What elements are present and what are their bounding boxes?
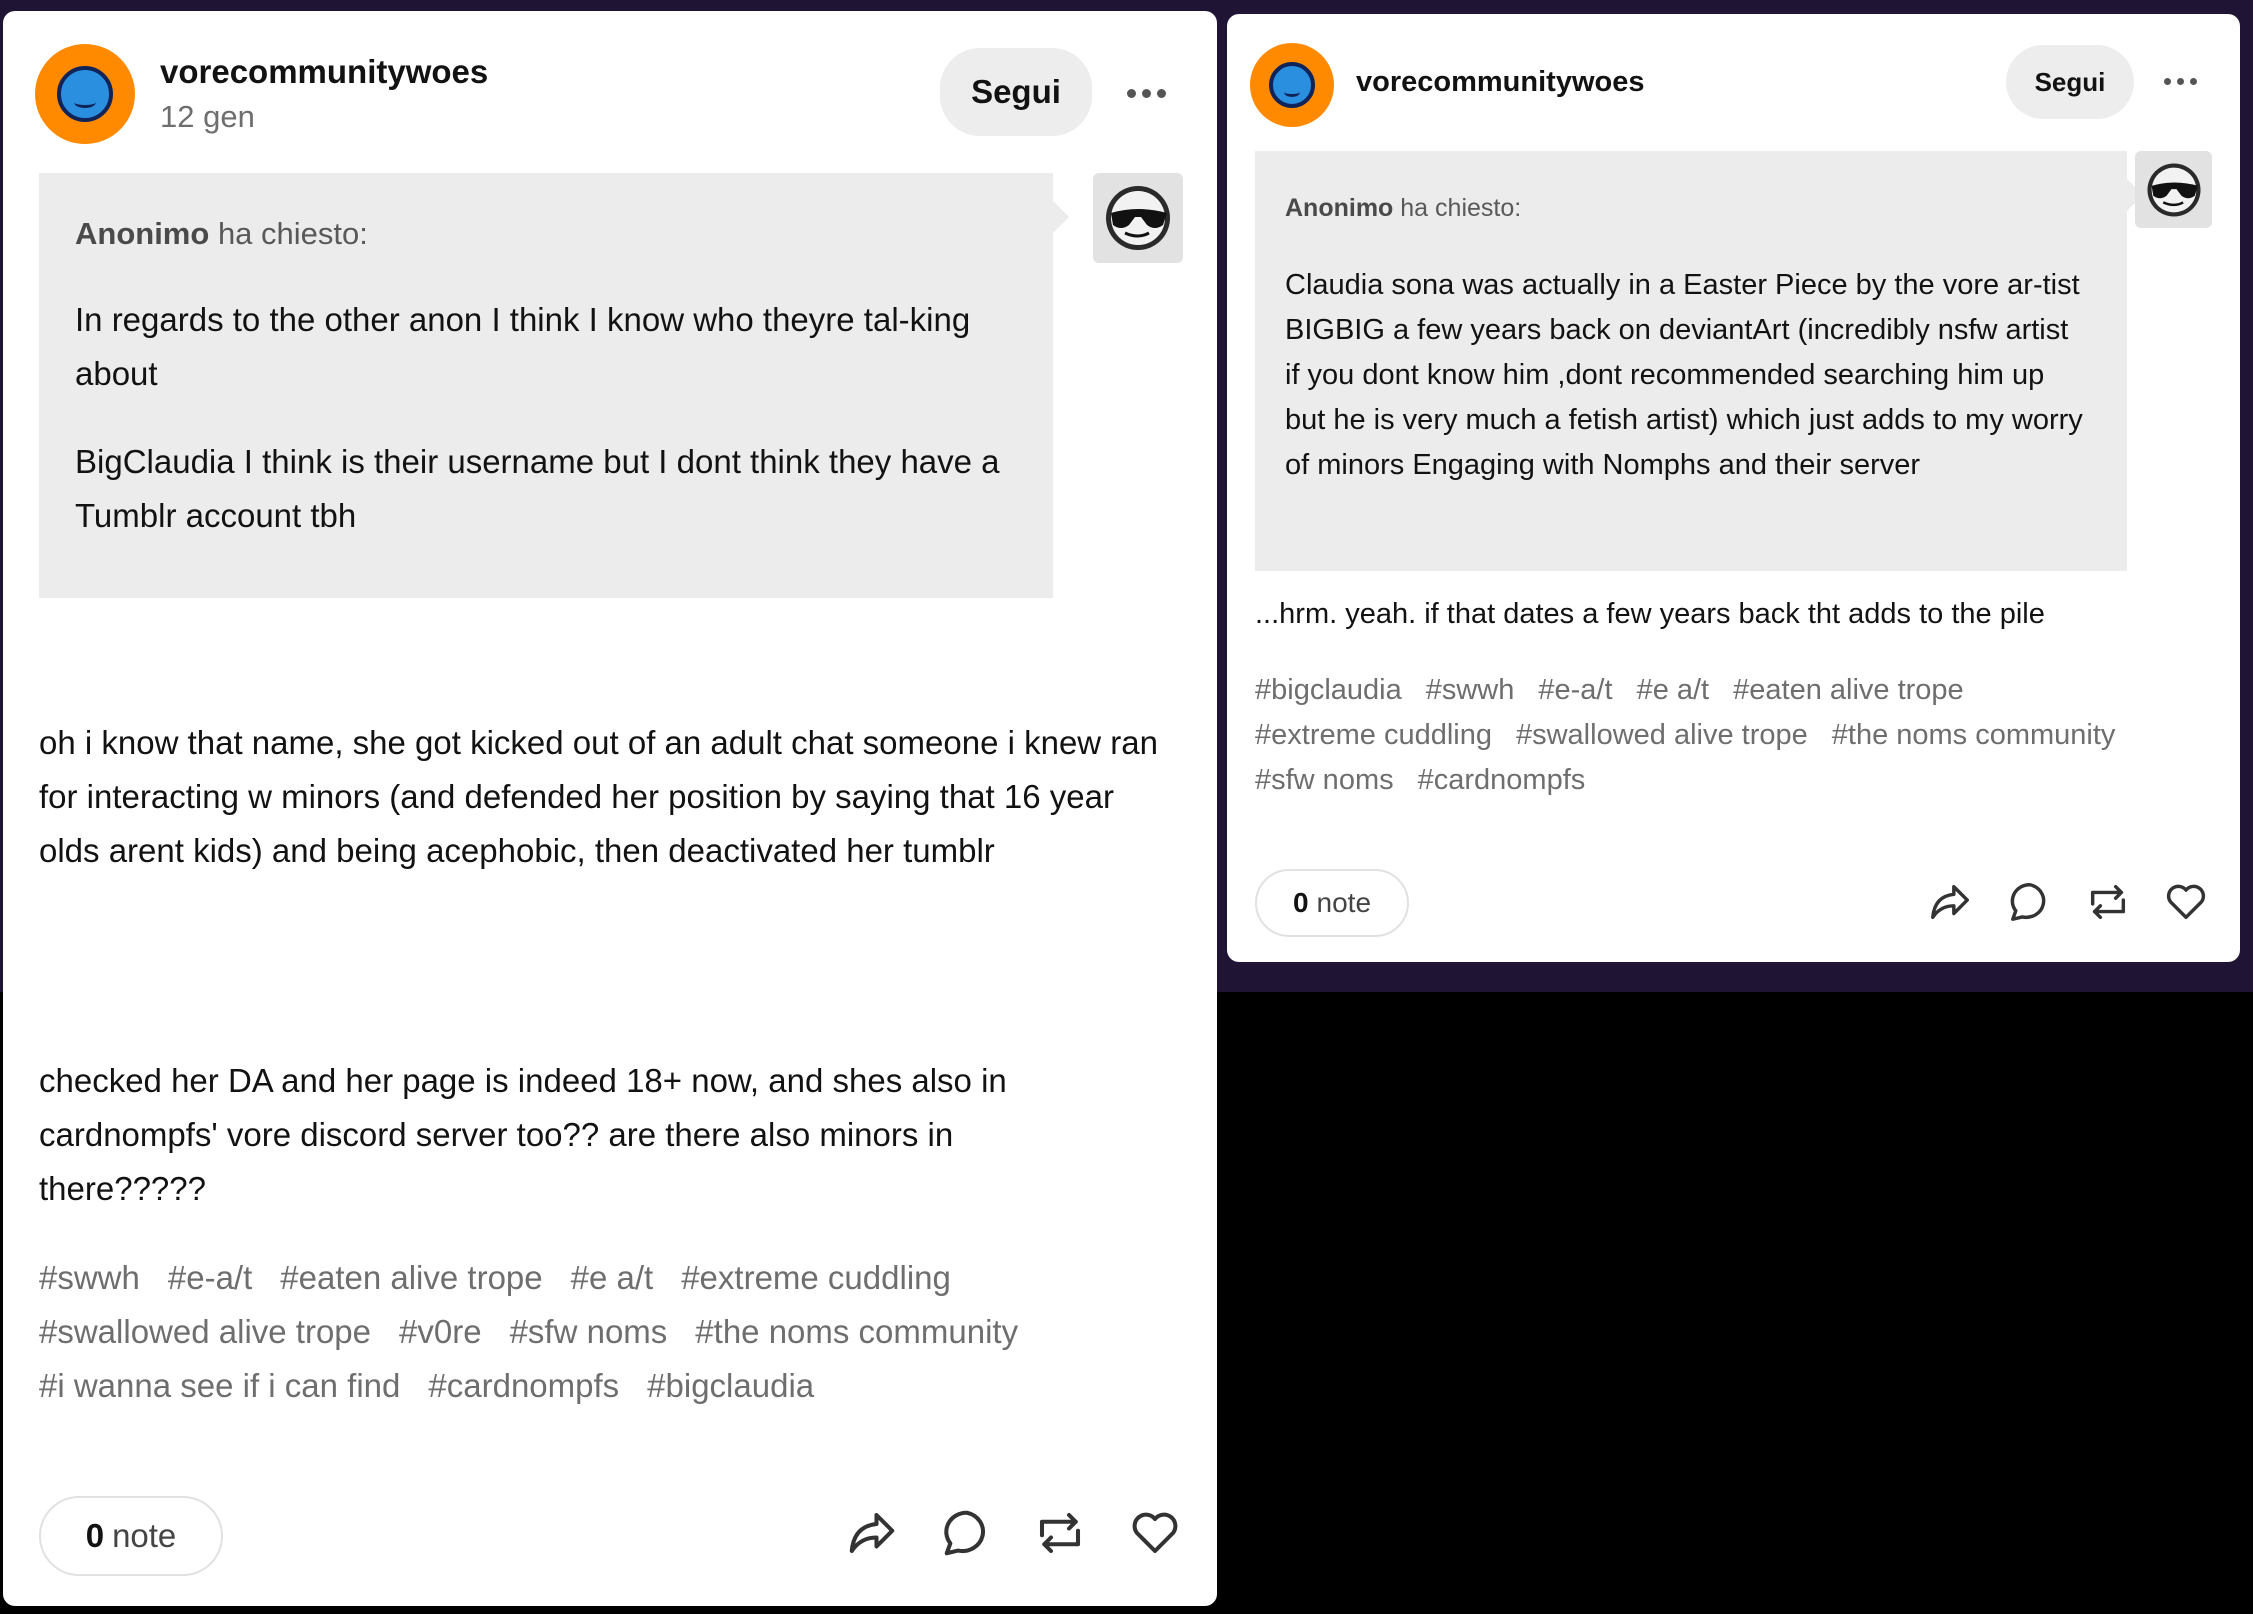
more-icon[interactable] xyxy=(2164,78,2197,85)
tag[interactable]: #extreme cuddling xyxy=(1255,719,1492,751)
notes-count: 0 xyxy=(85,1517,105,1554)
post-date[interactable]: 12 gen xyxy=(160,99,255,134)
avatar[interactable] xyxy=(1250,43,1334,127)
anon-avatar[interactable] xyxy=(1093,173,1183,263)
tag[interactable]: #i wanna see if i can find xyxy=(39,1367,401,1404)
post-card xyxy=(3,11,1217,1606)
tag[interactable]: #e-a/t xyxy=(1538,674,1613,706)
post-card xyxy=(1227,14,2240,962)
reply-icon[interactable] xyxy=(2007,879,2053,925)
anon-sunglasses-icon xyxy=(2145,161,2203,219)
asker-name[interactable]: Anonimo xyxy=(75,216,210,251)
tag[interactable]: #extreme cuddling xyxy=(681,1259,951,1296)
tag[interactable]: #e a/t xyxy=(570,1259,654,1296)
like-icon[interactable] xyxy=(2163,879,2209,925)
anon-avatar[interactable] xyxy=(2135,151,2212,228)
reblog-icon[interactable] xyxy=(2085,879,2131,925)
tag[interactable]: #v0re xyxy=(399,1313,482,1350)
tag[interactable]: #eaten alive trope xyxy=(280,1259,543,1296)
post-username[interactable]: vorecommunitywoes xyxy=(1356,66,1645,98)
asker-name[interactable]: Anonimo xyxy=(1285,194,1394,222)
share-icon[interactable] xyxy=(845,1506,899,1560)
tag[interactable]: #the noms community xyxy=(695,1313,1019,1350)
notes-button[interactable] xyxy=(39,1496,223,1576)
tag[interactable]: #the noms community xyxy=(1831,719,2116,751)
tag[interactable]: #swwh xyxy=(1425,674,1515,706)
tag[interactable]: #swallowed alive trope xyxy=(1515,719,1808,751)
asked-label: ha chiesto: xyxy=(1400,194,1522,222)
tag-list xyxy=(1255,668,2215,803)
ask-box xyxy=(39,173,1053,598)
notes-button[interactable] xyxy=(1255,869,1409,937)
tag[interactable]: #sfw noms xyxy=(509,1313,668,1350)
post-body-paragraph: oh i know that name, she got kicked out of an adult chat someone i knew ran for interacting w minors (and defended her position by saying that 16 year olds arent kids) and being acephobic, then deactivated her tumblr xyxy=(39,724,1159,869)
follow-button[interactable]: Segui xyxy=(2006,45,2134,119)
tag[interactable]: #cardnompfs xyxy=(428,1367,620,1404)
notes-count: 0 xyxy=(1292,887,1309,918)
post-username[interactable]: vorecommunitywoes xyxy=(160,53,489,90)
reblog-icon[interactable] xyxy=(1033,1506,1087,1560)
tag[interactable]: #eaten alive trope xyxy=(1733,674,1964,706)
notes-label: note xyxy=(1316,887,1372,918)
tag[interactable]: #sfw noms xyxy=(1255,764,1394,796)
like-icon[interactable] xyxy=(1127,1506,1183,1560)
tag[interactable]: #e-a/t xyxy=(167,1259,253,1296)
post-body-paragraph: checked her DA and her page is indeed 18+ now, and shes also in cardnompfs' vore discord server too?? are there also minors in there????? xyxy=(39,1062,1007,1207)
notes-label: note xyxy=(112,1517,177,1554)
asker-line xyxy=(1285,193,2097,223)
ask-box xyxy=(1255,151,2127,571)
asked-label: ha chiesto: xyxy=(217,216,368,251)
post-body-paragraph: ...hrm. yeah. if that dates a few years back tht adds to the pile xyxy=(1255,598,2045,630)
reply-icon[interactable] xyxy=(940,1506,994,1560)
ask-paragraph: Claudia sona was actually in a Easter Piece by the vore ar-tist BIGBIG a few years back on deviantArt (incredibly nsfw artist if you dont know him ,dont recommended searching him up but he is very much a fetish artist) which just adds to my worry of minors Engaging with Nomphs and their server xyxy=(1285,269,2083,481)
follow-button[interactable]: Segui xyxy=(940,48,1092,136)
tag[interactable]: #bigclaudia xyxy=(1255,674,1402,706)
tag[interactable]: #e a/t xyxy=(1636,674,1710,706)
avatar[interactable] xyxy=(35,44,135,144)
share-icon[interactable] xyxy=(1927,879,1973,925)
tag[interactable]: #swallowed alive trope xyxy=(39,1313,372,1350)
more-icon[interactable] xyxy=(1127,89,1166,98)
tag[interactable]: #swwh xyxy=(39,1259,140,1296)
asker-line xyxy=(75,215,1017,253)
tag[interactable]: #cardnompfs xyxy=(1417,764,1586,796)
ask-paragraph: BigClaudia I think is their username but I dont think they have a Tumblr account tbh xyxy=(75,443,1000,534)
tag[interactable]: #bigclaudia xyxy=(647,1367,815,1404)
ask-paragraph: In regards to the other anon I think I know who theyre tal-king about xyxy=(75,301,971,392)
tag-list xyxy=(39,1251,1199,1413)
anon-sunglasses-icon xyxy=(1103,183,1173,253)
